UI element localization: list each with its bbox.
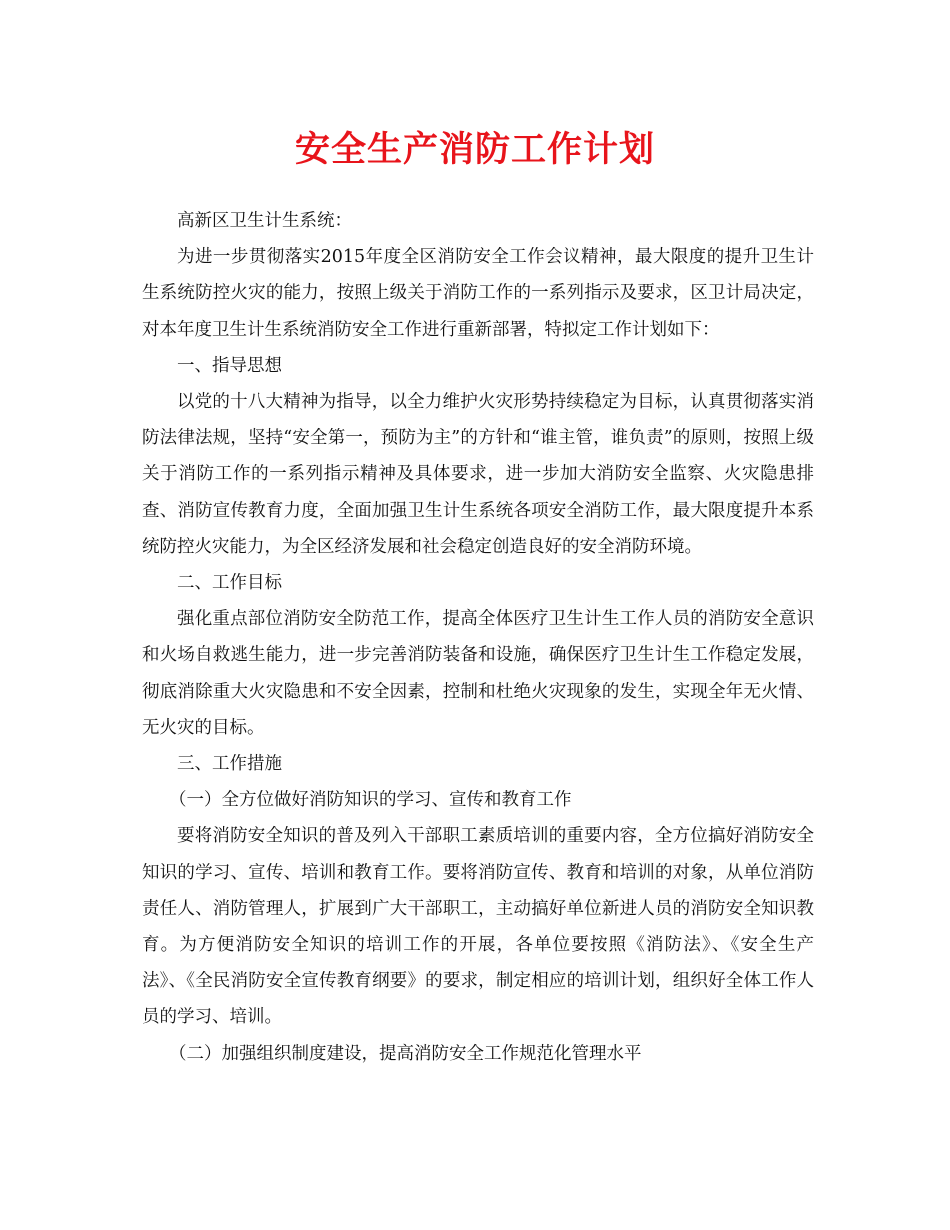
document-title: 安全生产消防工作计划 xyxy=(294,129,655,170)
work-goals-paragraph: 强化重点部位消防安全防范工作，提高全体医疗卫生计生工作人员的消防安全意识和火场自救逃生能力，进一步完善消防装备和设施，确保医疗卫生计生工作稳定发展，彻底消除重大火灾隐患和不安全因素，控制和杜绝火灾现象的发生，实现全年无火情、无火灾的目标。 xyxy=(142,609,814,738)
intro-paragraph: 为进一步贯彻落实2015年度全区消防安全工作会议精神，最大限度的提升卫生计生系统防控火灾的能力，按照上级关于消防工作的一系列指示及要求，区卫计局决定，对本年度卫生计生系统消防安全工作进行重新部署，特拟定工作计划如下： xyxy=(142,247,814,340)
salutation: 高新区卫生计生系统： xyxy=(177,211,352,231)
section-heading-work-goals: 二、工作目标 xyxy=(177,573,282,594)
guiding-thought-paragraph: 以党的十八大精神为指导，以全力维护火灾形势持续稳定为目标，认真贯彻落实消防法律法规，坚持“安全第一，预防为主”的方针和“谁主管，谁负责”的原则，按照上级关于消防工作的一系列指示精神及具体要求，进一步加大消防安全监察、火灾隐患排查、消防宣传教育力度，全面加强卫生计生系统各项安全消防工作，最大限度提升本系统防控火灾能力，为全区经济发展和社会稳定创造良好的安全消防环境。 xyxy=(142,392,814,557)
section-heading-guiding-thought: 一、指导思想 xyxy=(177,355,282,376)
section-heading-work-measures: 三、工作措施 xyxy=(177,754,282,775)
document-body xyxy=(142,203,814,1072)
subsection-1-paragraph: 要将消防安全知识的普及列入干部职工素质培训的重要内容，全方位搞好消防安全知识的学习、宣传、培训和教育工作。要将消防宣传、教育和培训的对象，从单位消防责任人、消防管理人，扩展到广大干部职工，主动搞好单位新进人员的消防安全知识教育。为方便消防安全知识的培训工作的开展，各单位要按照《消防法》、《安全生产法》、《全民消防安全宣传教育纲要》的要求，制定相应的培训计划，组织好全体工作人员的学习、培训。 xyxy=(142,826,814,1028)
subsection-heading-1: （一）全方位做好消防知识的学习、宣传和教育工作 xyxy=(169,790,572,811)
subsection-heading-2: （二）加强组织制度建设，提高消防安全工作规范化管理水平 xyxy=(169,1043,642,1064)
